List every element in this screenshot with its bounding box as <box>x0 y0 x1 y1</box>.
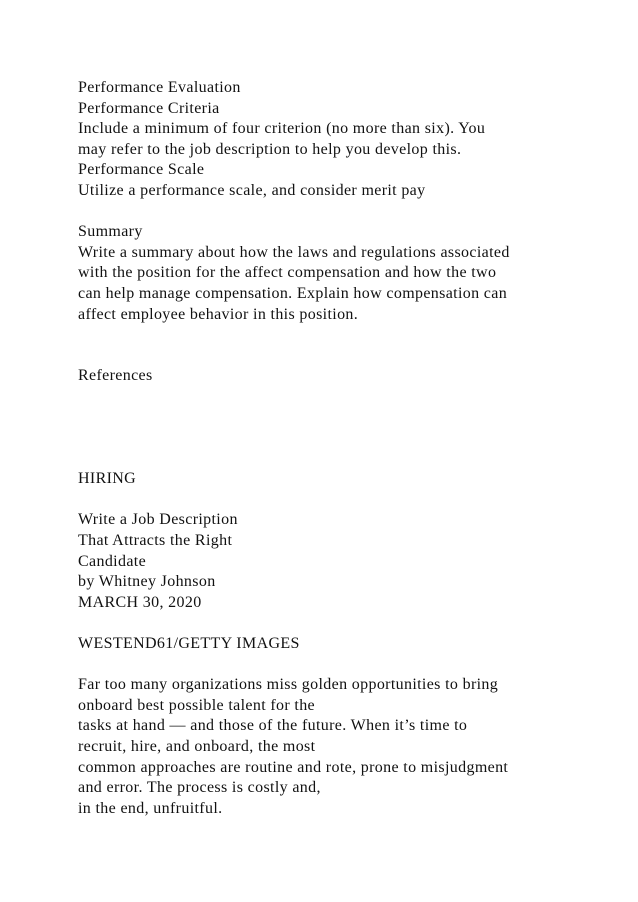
text-line: Utilize a performance scale, and consider merit pay <box>78 181 426 199</box>
text-line: affect employee behavior in this position. <box>78 305 359 323</box>
text-line <box>78 655 618 676</box>
text-line: HIRING <box>78 470 137 488</box>
text-line: References <box>78 367 153 385</box>
text-line <box>78 387 618 408</box>
text-line: by Whitney Johnson <box>78 573 216 591</box>
text-line: That Attracts the Right <box>78 532 233 550</box>
text-line <box>78 613 618 634</box>
text-line: Performance Criteria <box>78 99 220 117</box>
text-line: in the end, unfruitful. <box>78 799 223 817</box>
text-line: MARCH 30, 2020 <box>78 593 202 611</box>
text-line: and error. The process is costly and, <box>78 779 321 797</box>
text-line: Summary <box>78 223 143 241</box>
text-line: tasks at hand — and those of the future. When it’s time to <box>78 717 468 735</box>
text-line: can help manage compensation. Explain how compensation can <box>78 284 508 302</box>
text-line <box>78 428 618 449</box>
text-line <box>78 408 618 429</box>
text-line: onboard best possible talent for the <box>78 696 315 714</box>
text-line: with the position for the affect compensation and how the two <box>78 264 497 282</box>
text-line: Include a minimum of four criterion (no more than six). You <box>78 120 486 138</box>
document-body <box>78 78 618 819</box>
text-line <box>78 449 618 470</box>
text-line <box>78 325 618 346</box>
text-line: Write a summary about how the laws and regulations associated <box>78 243 510 261</box>
text-line: WESTEND61/GETTY IMAGES <box>78 635 300 653</box>
text-line: recruit, hire, and onboard, the most <box>78 738 316 755</box>
text-line <box>78 490 618 511</box>
text-line: Performance Evaluation <box>78 79 241 96</box>
text-line: Candidate <box>78 552 147 570</box>
text-line <box>78 202 618 223</box>
text-line <box>78 346 618 367</box>
text-line: may refer to the job description to help you develop this. <box>78 140 462 158</box>
text-line: Performance Scale <box>78 161 205 179</box>
text-line: Far too many organizations miss golden opportunities to bring <box>78 676 499 694</box>
text-line: Write a Job Description <box>78 511 238 529</box>
text-line: common approaches are routine and rote, prone to misjudgment <box>78 758 509 776</box>
